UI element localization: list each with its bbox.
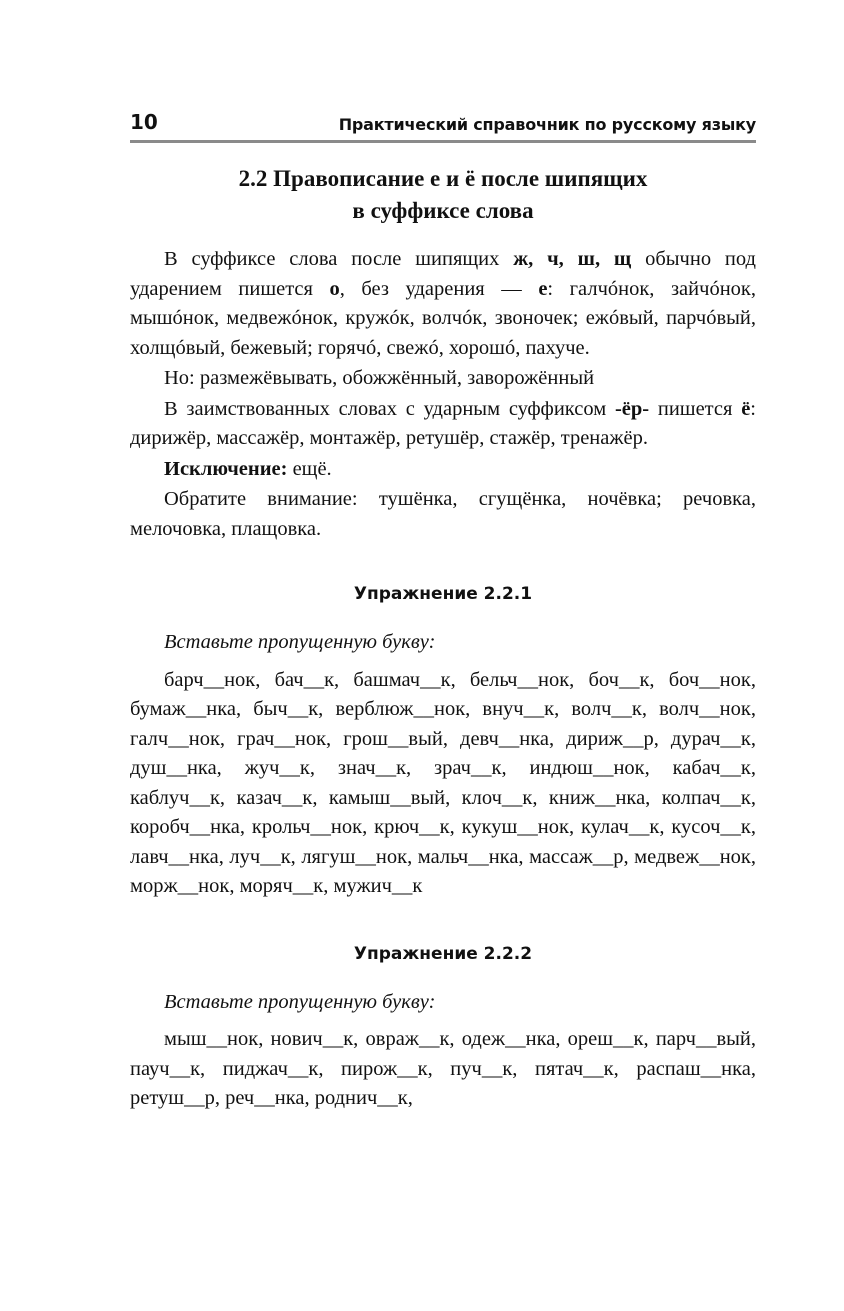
rule-paragraph-3	[130, 395, 756, 454]
examples-text: : дирижёр, массажёр, монтажёр, ретушёр, стажёр, тренажёр.	[130, 397, 756, 449]
rule-paragraph-5: Обратите внимание: тушёнка, сгущёнка, ночёвка; речовка, мелочовка, плащовка.	[130, 488, 756, 540]
letter-yo-bold: ё	[741, 397, 751, 420]
rule-paragraph-2: Но: размежёвывать, обожжённый, заворожённый	[164, 367, 595, 389]
rule-text	[130, 245, 756, 544]
exercise-2-2-1	[130, 584, 756, 902]
section-title-line-1: 2.2 Правописание е и ё после шипящих	[238, 166, 648, 191]
text-run: В суффиксе слова после шипящих	[164, 248, 514, 270]
rule-paragraph-1	[130, 245, 756, 363]
examples-text: : галчóнок, зайчóнок, мышóнок, медвежóнок, кружóк, волчóк, звоночек; ежóвый, парчóвый, холщóвый, бежевый; горячó, свежó, хорошó, пахуче.	[130, 277, 756, 359]
text-run: обычно под ударением пишется	[130, 248, 756, 300]
exercise-2-2-2	[130, 944, 756, 1114]
text-run: пишется	[649, 397, 742, 420]
book-page	[130, 100, 756, 1114]
exercise-word-list: мыш__нок, нович__к, овраж__к, одеж__нка, ореш__к, парч__вый, пауч__к, пиджач__к, пирож__к, пуч__к, пятач__к, распаш__нка, ретуш__р, реч__нка, роднич__к,	[130, 1028, 756, 1109]
exercise-title: Упражнение 2.2.2	[353, 943, 533, 964]
exercise-instruction: Вставьте пропущенную букву:	[164, 990, 436, 1013]
running-header	[130, 100, 756, 143]
book-title: Практический справочник по русскому языку	[338, 115, 756, 134]
text-run: , без ударения —	[339, 277, 539, 300]
exception-word: ещё.	[287, 457, 332, 480]
section-title	[130, 163, 756, 227]
section-title-line-2: в суффиксе слова	[352, 198, 534, 223]
text-run: В заимствованных словах с ударным суффиксом	[164, 397, 615, 420]
suffix-bold: -ёр-	[614, 397, 650, 420]
rule-paragraph-4	[130, 455, 756, 485]
page-number: 10	[130, 110, 158, 134]
exercise-instruction: Вставьте пропущенную букву:	[164, 631, 436, 653]
letter-o-bold: о	[329, 277, 340, 300]
exception-label: Исключение:	[164, 457, 288, 480]
exercise-word-list: барч__нок, бач__к, башмач__к, бельч__нок, боч__к, боч__нок, бумаж__нка, быч__к, верблюж__нок, внуч__к, волч__к, волч__нок, галч__нок, грач__нок, грош__вый, девч__нка, дириж__р, дурач__к, душ__нка, жуч__к, знач__к, зрач__к, индюш__нок, кабач__к, каблуч__к, казач__к, камыш__вый, клоч__к, книж__нка, колпач__к, коробч__нка, крольч__нок, крюч__к, кукуш__нок, кулач__к, кусоч__к, лавч__нка, луч__к, лягуш__нок, мальч__нка, массаж__р, медвеж__нок, морж__нок, моряч__к, мужич__к	[130, 668, 756, 897]
letter-e-bold: е	[538, 277, 548, 300]
consonants-bold: ж, ч, ш, щ	[513, 248, 632, 270]
exercise-title: Упражнение 2.2.1	[353, 584, 533, 604]
